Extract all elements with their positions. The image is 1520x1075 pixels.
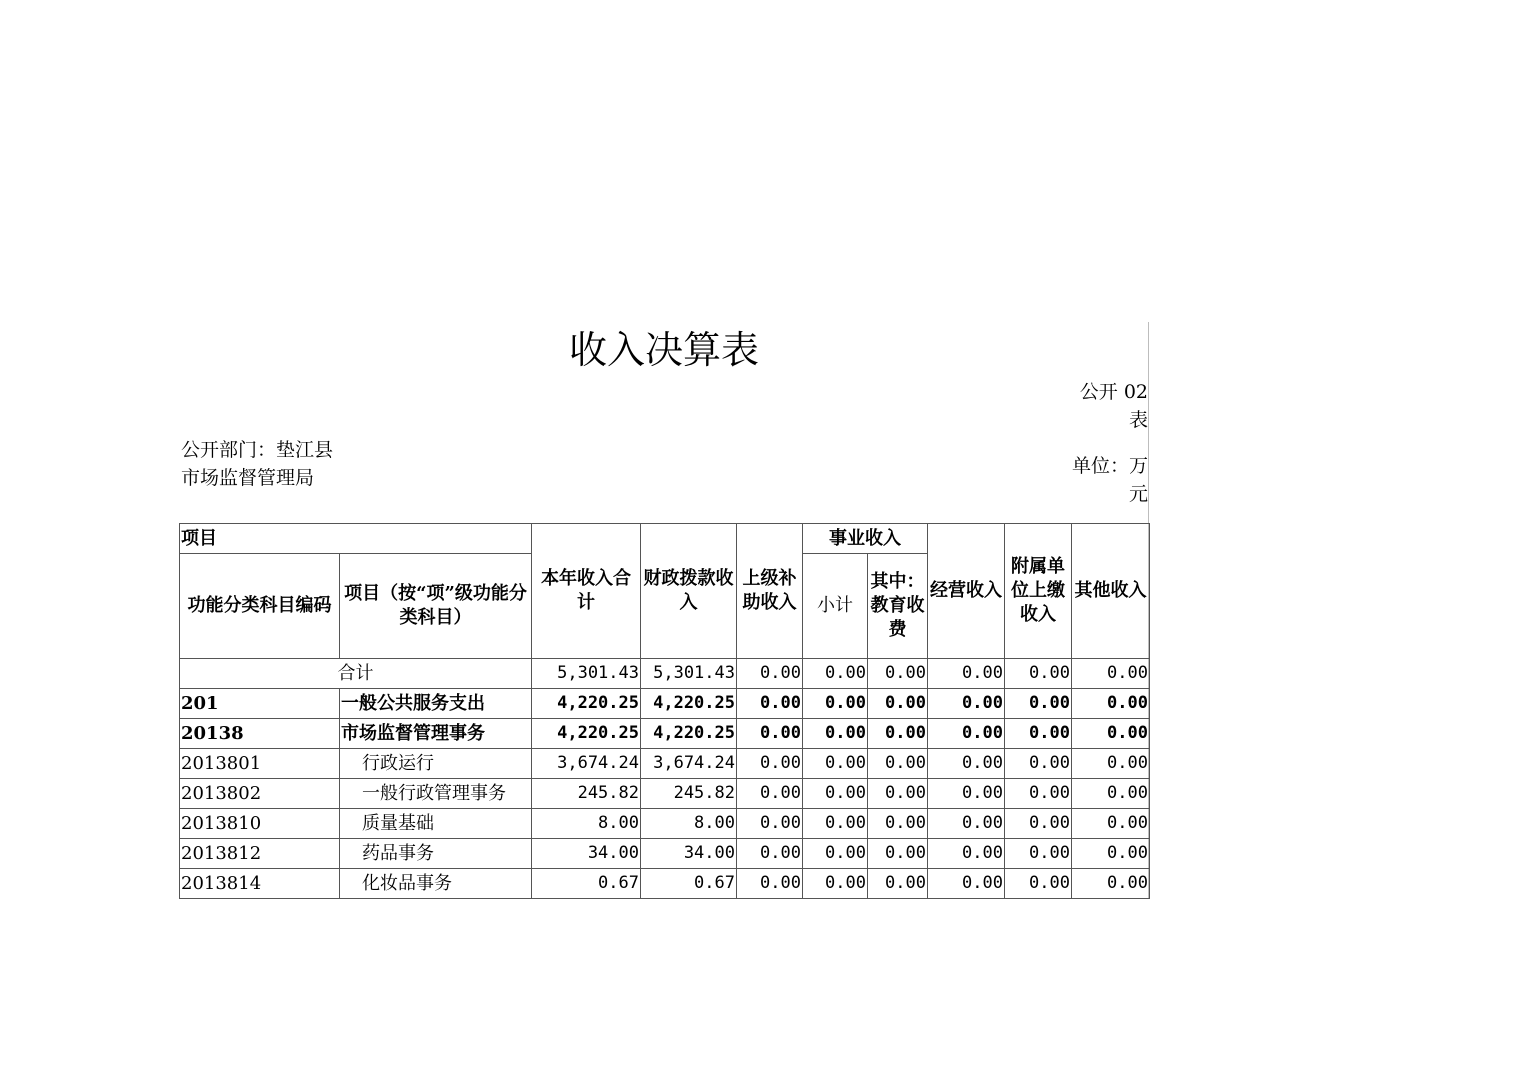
cell-value: 0.67	[641, 869, 737, 899]
table-row	[180, 689, 1150, 719]
table-row	[180, 869, 1150, 899]
cell-value: 4,220.25	[532, 689, 641, 719]
cell-value: 0.00	[803, 659, 868, 689]
row-code: 2013814	[180, 869, 340, 899]
cell-value: 0.00	[928, 779, 1005, 809]
row-name: 化妆品事务	[340, 869, 532, 899]
header-subtotal: 小计	[803, 554, 868, 659]
cell-value: 34.00	[532, 839, 641, 869]
cell-value: 0.00	[1072, 779, 1150, 809]
cell-value: 4,220.25	[532, 719, 641, 749]
row-name: 药品事务	[340, 839, 532, 869]
header-other-income: 其他收入	[1072, 524, 1150, 659]
header-fiscal-appropriation: 财政拨款收入	[641, 524, 737, 659]
cell-value: 0.00	[1005, 779, 1072, 809]
cell-value: 0.00	[1005, 749, 1072, 779]
cell-value: 0.00	[737, 719, 803, 749]
row-code: 2013812	[180, 839, 340, 869]
table-row	[180, 809, 1150, 839]
cell-value: 0.00	[1005, 689, 1072, 719]
cell-value: 8.00	[641, 809, 737, 839]
table-row	[180, 839, 1150, 869]
cell-value: 0.00	[1072, 839, 1150, 869]
cell-value: 0.00	[1072, 809, 1150, 839]
row-code: 2013801	[180, 749, 340, 779]
row-code: 2013802	[180, 779, 340, 809]
cell-value: 0.00	[1072, 689, 1150, 719]
cell-value: 0.00	[928, 689, 1005, 719]
form-number: 公开 02 表	[1079, 381, 1148, 431]
cell-value: 0.00	[868, 869, 928, 899]
header-item-group: 项目	[180, 524, 532, 554]
cell-value: 0.00	[1072, 749, 1150, 779]
cell-value: 0.00	[803, 689, 868, 719]
header-operating-income: 经营收入	[928, 524, 1005, 659]
table-row	[180, 749, 1150, 779]
cell-value: 5,301.43	[532, 659, 641, 689]
cell-value: 0.00	[1005, 659, 1072, 689]
cell-value: 3,674.24	[641, 749, 737, 779]
cell-value: 8.00	[532, 809, 641, 839]
cell-value: 0.00	[1005, 869, 1072, 899]
cell-value: 0.00	[928, 809, 1005, 839]
row-name: 一般行政管理事务	[340, 779, 532, 809]
cell-value: 0.00	[803, 749, 868, 779]
cell-value: 0.00	[868, 779, 928, 809]
row-name: 市场监督管理事务	[340, 719, 532, 749]
total-label: 合计	[180, 659, 532, 689]
header-education-fees: 其中：教育收费	[868, 554, 928, 659]
cell-value: 0.00	[803, 779, 868, 809]
cell-value: 0.00	[868, 689, 928, 719]
cell-value: 0.00	[737, 809, 803, 839]
cell-value: 0.00	[1005, 809, 1072, 839]
cell-value: 0.00	[1005, 719, 1072, 749]
row-code: 201	[180, 689, 340, 719]
cell-value: 0.00	[868, 719, 928, 749]
cell-value: 0.00	[1072, 719, 1150, 749]
cell-value: 0.00	[737, 869, 803, 899]
cell-value: 0.00	[868, 749, 928, 779]
table-row-total	[180, 659, 1150, 689]
cell-value: 0.00	[803, 719, 868, 749]
cell-value: 0.00	[928, 719, 1005, 749]
header-item-name: 项目（按“项”级功能分类科目）	[340, 554, 532, 659]
cell-value: 0.00	[928, 869, 1005, 899]
cell-value: 0.00	[737, 839, 803, 869]
header-total-income: 本年收入合计	[532, 524, 641, 659]
cell-value: 0.67	[532, 869, 641, 899]
header-business-income: 事业收入	[803, 524, 928, 554]
cell-value: 0.00	[1072, 659, 1150, 689]
cell-value: 0.00	[803, 839, 868, 869]
cell-value: 0.00	[737, 659, 803, 689]
cell-value: 0.00	[868, 809, 928, 839]
cell-value: 0.00	[803, 809, 868, 839]
cell-value: 5,301.43	[641, 659, 737, 689]
cell-value: 0.00	[1005, 839, 1072, 869]
header-affiliate-income: 附属单位上缴收入	[1005, 524, 1072, 659]
header-upper-subsidy: 上级补助收入	[737, 524, 803, 659]
cell-value: 4,220.25	[641, 719, 737, 749]
header-function-code: 功能分类科目编码	[180, 554, 340, 659]
cell-value: 0.00	[803, 869, 868, 899]
cell-value: 0.00	[737, 689, 803, 719]
row-name: 行政运行	[340, 749, 532, 779]
cell-value: 3,674.24	[532, 749, 641, 779]
cell-value: 0.00	[1072, 869, 1150, 899]
cell-value: 0.00	[928, 659, 1005, 689]
cell-value: 0.00	[737, 749, 803, 779]
row-name: 质量基础	[340, 809, 532, 839]
unit-label: 单位：万元	[1071, 455, 1148, 505]
cell-value: 0.00	[928, 749, 1005, 779]
table-row	[180, 719, 1150, 749]
cell-value: 245.82	[532, 779, 641, 809]
row-code: 20138	[180, 719, 340, 749]
income-table	[179, 523, 1150, 899]
department-label: 公开部门：垫江县市场监督管理局	[181, 439, 334, 489]
row-code: 2013810	[180, 809, 340, 839]
cell-value: 0.00	[737, 779, 803, 809]
income-final-accounts-sheet	[179, 322, 1149, 898]
row-name: 一般公共服务支出	[340, 689, 532, 719]
cell-value: 0.00	[868, 659, 928, 689]
cell-value: 0.00	[868, 839, 928, 869]
cell-value: 245.82	[641, 779, 737, 809]
table-row	[180, 779, 1150, 809]
page-title: 收入决算表	[568, 328, 759, 372]
cell-value: 0.00	[928, 839, 1005, 869]
cell-value: 34.00	[641, 839, 737, 869]
cell-value: 4,220.25	[641, 689, 737, 719]
